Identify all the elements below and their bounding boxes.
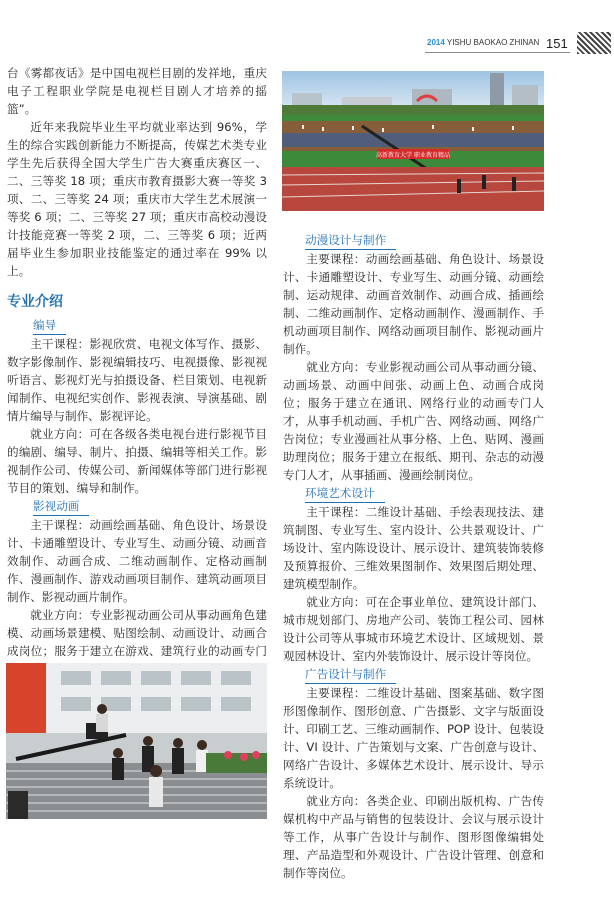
header-year: 2014 [427, 38, 445, 47]
major-courses: 主干课程：影视欣赏、电视文体写作、摄影、数字影像制作、影视编辑技巧、电视摄像、影视视听语言、影视灯光与拍摄设备、栏目策划、电视新闻制作、电视纪实创作、影视表演、导演基础、剧情片编导与制作、影视评论。 [7, 337, 267, 423]
stadium-banner-text: 高新教育大学 职业教育精品 [376, 152, 450, 159]
header-rule [425, 52, 570, 53]
film-shoot-photo [6, 663, 267, 819]
running-header [427, 38, 539, 47]
major-careers: 就业方向：专业影视动画公司从事动画角色建模、动画场景建模、贴图绘制、动画设计、动画合成岗位；服务于建立在游戏、建筑行业的动画专门 [7, 608, 267, 658]
major-careers: 就业方向：各类企业、印刷出版机构、广告传媒机构中产品与销售的包装设计、会议与展示设计等工作，从事广告设计与制作、图形图像编辑处理、产品造型和外观设计、广告设计管理、创意和制作等岗位。 [283, 794, 544, 880]
major-careers: 就业方向：可在各级各类电视台进行影视节目的编剧、编导、制片、拍摄、编辑等相关工作。影视制作公司、传媒公司、新闻媒体等部门进行影视节目的策划、编导和制作。 [7, 427, 267, 495]
page-number: 151 [546, 36, 568, 51]
left-column [7, 64, 267, 714]
section-title: 专业介绍 [7, 294, 63, 310]
header-stripes-decoration [577, 32, 611, 54]
major-courses: 主要课程：二维设计基础、图案基础、数字图形图像制作、图形创意、广告摄影、文字与版面设计、印刷工艺、三维动画制作、POP 设计、包装设计、VI 设计、广告策划与文案、广告创意与设计、网络广告设计、多媒体艺术设计、展示设计、导示系统设计。 [283, 686, 544, 790]
stadium-ceremony-photo [282, 71, 544, 211]
major-title-environmental-art: 环境艺术设计 [305, 485, 385, 503]
major-careers: 就业方向：可在企事业单位、建筑设计部门、城市规划部门、房地产公司、装饰工程公司、园林设计公司等从事城市环境艺术设计、区域规划、景观园林设计、室内外装饰设计、展示设计等岗位。 [283, 595, 544, 663]
major-title-animation-design: 动漫设计与制作 [305, 232, 396, 250]
major-courses: 主干课程：动画绘画基础、角色设计、场景设计、卡通雕塑设计、专业写生、动画分镜、动画音效制作、动画合成、二维动画制作、定格动画制作、漫画制作、游戏动画项目制作、建筑动画项目制作、影视动画片制作。 [7, 518, 267, 604]
right-column [283, 231, 544, 882]
major-title-film-animation: 影视动画 [33, 498, 89, 516]
intro-paragraph: 近年来我院毕业生平均就业率达到 96%，学生的综合实践创新能力不断提高，传媒艺术类专业学生先后获得全国大学生广告大赛重庆赛区一、二、三等奖 18 项；重庆市教育摄影大赛一等奖 3 项、二、三等奖 24 项；重庆市大学生艺术展演一等奖 6 项；二、三等奖 27 项；重庆市高校动漫设计技能竞赛一等奖 2 项，二、三等奖 6 项；近两届毕业生参加职业技能鉴定的通过率在 99% 以上。 [7, 120, 267, 278]
major-courses: 主干课程：二维设计基础、手绘表现技法、建筑制图、专业写生、室内设计、公共景观设计、广场设计、室内陈设设计、展示设计、建筑装饰装修及预算报价、三维效果图制作、效果图后期处理、建筑模型制作。 [283, 505, 544, 591]
major-courses: 主要课程：动画绘画基础、角色设计、场景设计、卡通雕塑设计、专业写生、动画分镜、动画绘制、运动规律、动画音效制作、动画合成、插画绘制、二维动画制作、定格动画制作、漫画制作、手机动画项目制作、网络动画项目制作、影视动画片制作。 [283, 252, 544, 356]
major-careers: 就业方向：专业影视动画公司从事动画分镜、动画场景、动画中间张、动画上色、动画合成岗位；服务于建立在通讯、网络行业的动画专门人才，从事手机动画、手机广告、网络动画、网络广告岗位；专业漫画社从事分格、上色、贴网、漫画助理岗位；服务于建立在报纸、期刊、杂志的动漫专门人才，从事插画、漫画绘制岗位。 [283, 360, 544, 482]
major-title-directing: 编导 [33, 317, 66, 335]
intro-paragraph: 台《雾都夜话》是中国电视栏目剧的发祥地，重庆电子工程职业学院是电视栏目剧人才培养的摇篮”。 [7, 66, 267, 116]
header-title: YISHU BAOKAO ZHINAN [446, 38, 540, 47]
major-title-advertising-design: 广告设计与制作 [305, 666, 396, 684]
